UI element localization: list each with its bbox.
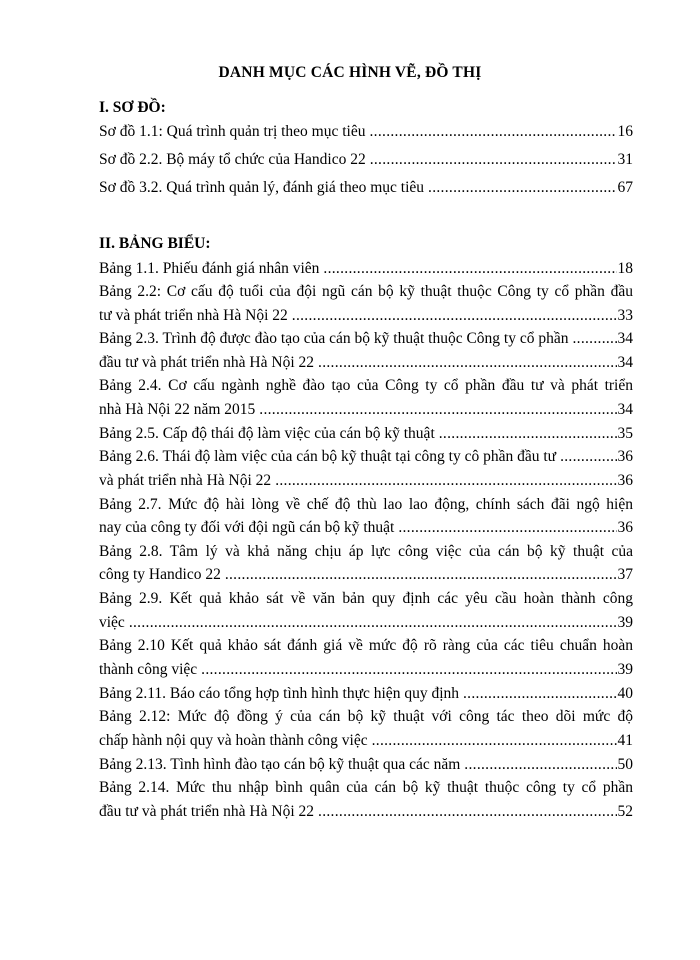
toc-entry-table-2-9-line2[interactable] <box>99 614 633 634</box>
toc-entry-table-2-10-line2[interactable] <box>99 661 633 681</box>
toc-entry-text: công ty Handico 22 <box>99 566 221 583</box>
toc-entry-table-2-2-line1[interactable]: Bảng 2.2: Cơ cấu độ tuổi của đội ngũ cán bộ kỹ thuật thuộc Công ty cổ phần đầu <box>99 283 633 300</box>
dot-leader <box>398 519 616 537</box>
section-heading-tables: II. BẢNG BIỂU: <box>99 235 211 252</box>
toc-entry-table-2-6-line1[interactable] <box>99 448 633 468</box>
page-title: DANH MỤC CÁC HÌNH VẼ, ĐỒ THỊ <box>218 64 482 81</box>
toc-page-number: 41 <box>617 732 633 749</box>
toc-entry-table-2-8-line1[interactable]: Bảng 2.8. Tâm lý và khả năng chịu áp lực công việc của cán bộ kỹ thuật của <box>99 543 633 560</box>
toc-entry-text: chấp hành nội quy và hoàn thành công việc <box>99 732 368 749</box>
toc-page-number: 39 <box>617 614 633 631</box>
toc-entry-text: đầu tư và phát triển nhà Hà Nội 22 <box>99 354 315 371</box>
toc-entry-text: Bảng 2.11. Báo cáo tổng hợp tình hình thực hiện quy định <box>99 685 459 702</box>
toc-page-number: 36 <box>617 472 633 489</box>
toc-page-number: 34 <box>617 354 633 371</box>
toc-page-number: 67 <box>617 179 633 196</box>
dot-leader <box>201 661 616 679</box>
dot-leader <box>129 614 617 632</box>
dot-leader <box>428 179 616 197</box>
toc-entry-text: nay của công ty đối với đội ngũ cán bộ kỹ thuật <box>99 519 395 536</box>
dot-leader <box>318 803 616 821</box>
toc-entry-text: nhà Hà Nội 22 năm 2015 <box>99 401 256 418</box>
toc-entry-text: Sơ đồ 3.2. Quá trình quản lý, đánh giá theo mục tiêu <box>99 179 425 196</box>
toc-entry-text: Sơ đồ 1.1: Quá trình quản trị theo mục tiêu <box>99 123 366 140</box>
toc-entry-table-2-6-line2[interactable] <box>99 472 633 492</box>
toc-entry-table-2-4-line1[interactable]: Bảng 2.4. Cơ cấu ngành nghề đào tạo của Công ty cổ phần đầu tư và phát triển <box>99 377 633 394</box>
toc-page-number: 36 <box>617 448 633 465</box>
toc-page-number: 31 <box>617 151 633 168</box>
toc-entry-text: Bảng 2.6. Thái độ làm việc của cán bộ kỹ thuật tại công ty cô phần đầu tư <box>99 448 557 465</box>
section-heading-diagrams: I. SƠ ĐỒ: <box>99 99 166 116</box>
toc-entry-text: Bảng 2.3. Trình độ được đào tạo của cán bộ kỹ thuật thuộc Công ty cổ phần <box>99 330 569 347</box>
dot-leader <box>439 425 617 443</box>
toc-entry-table-2-3-line1[interactable] <box>99 330 633 350</box>
toc-page-number: 39 <box>617 661 633 678</box>
toc-entry-diagram-2-2[interactable] <box>99 151 633 171</box>
toc-entry-table-2-9-line1[interactable]: Bảng 2.9. Kết quả khảo sát về văn bản quy định các yêu cầu hoàn thành công <box>99 590 633 607</box>
toc-entry-diagram-1-1[interactable] <box>99 123 633 143</box>
toc-entry-text: và phát triển nhà Hà Nội 22 <box>99 472 272 489</box>
toc-entry-table-2-11[interactable] <box>99 685 633 705</box>
toc-entry-text: Bảng 2.5. Cấp độ thái độ làm việc của cán bộ kỹ thuật <box>99 425 435 442</box>
toc-entry-table-2-2-line2[interactable] <box>99 307 633 327</box>
toc-entry-table-2-3-line2[interactable] <box>99 354 633 374</box>
toc-page-number: 34 <box>617 330 633 347</box>
dot-leader <box>323 260 616 278</box>
dot-leader <box>463 685 617 703</box>
toc-page-number: 16 <box>617 123 633 140</box>
toc-entry-table-2-5[interactable] <box>99 425 633 445</box>
dot-leader <box>225 566 617 584</box>
toc-entry-table-2-7-line1[interactable]: Bảng 2.7. Mức độ hài lòng về chế độ thù lao lao động, chính sách đãi ngộ hiện <box>99 496 633 513</box>
toc-entry-diagram-3-2[interactable] <box>99 179 633 199</box>
toc-page-number: 33 <box>617 307 633 324</box>
toc-entry-text: Bảng 2.13. Tình hình đào tạo cán bộ kỹ thuật qua các năm <box>99 756 461 773</box>
toc-page-number: 40 <box>617 685 633 702</box>
toc-entry-text: việc <box>99 614 125 631</box>
dot-leader <box>560 448 616 466</box>
dot-leader <box>292 307 617 325</box>
toc-entry-table-1-1[interactable] <box>99 260 633 280</box>
dot-leader <box>259 401 616 419</box>
toc-page-number: 18 <box>617 260 633 277</box>
toc-page-number: 50 <box>617 756 633 773</box>
toc-entry-table-2-8-line2[interactable] <box>99 566 633 586</box>
toc-page-number: 35 <box>617 425 633 442</box>
dot-leader <box>464 756 616 774</box>
toc-page-number: 34 <box>617 401 633 418</box>
toc-entry-text: Sơ đồ 2.2. Bộ máy tổ chức của Handico 22 <box>99 151 366 168</box>
dot-leader <box>370 123 617 141</box>
toc-entry-text: thành công việc <box>99 661 198 678</box>
toc-page-number: 36 <box>617 519 633 536</box>
toc-entry-text: Bảng 1.1. Phiếu đánh giá nhân viên <box>99 260 320 277</box>
toc-entry-table-2-4-line2[interactable] <box>99 401 633 421</box>
toc-entry-text: tư và phát triển nhà Hà Nội 22 <box>99 307 288 324</box>
toc-entry-table-2-13[interactable] <box>99 756 633 776</box>
toc-entry-table-2-7-line2[interactable] <box>99 519 633 539</box>
dot-leader <box>318 354 616 372</box>
toc-entry-table-2-12-line1[interactable]: Bảng 2.12: Mức độ đồng ý của cán bộ kỹ thuật với công tác theo dõi mức độ <box>99 708 633 725</box>
toc-entry-text: đầu tư và phát triển nhà Hà Nội 22 <box>99 803 315 820</box>
dot-leader <box>372 732 617 750</box>
dot-leader <box>370 151 617 169</box>
toc-entry-table-2-12-line2[interactable] <box>99 732 633 752</box>
toc-entry-table-2-10-line1[interactable]: Bảng 2.10 Kết quả khảo sát đánh giá về mức độ rõ ràng của các tiêu chuẩn hoàn <box>99 637 633 654</box>
dot-leader <box>572 330 616 348</box>
toc-page-number: 37 <box>617 566 633 583</box>
toc-entry-table-2-14-line2[interactable] <box>99 803 633 823</box>
toc-entry-table-2-14-line1[interactable]: Bảng 2.14. Mức thu nhập bình quân của cán bộ kỹ thuật thuộc công ty cổ phần <box>99 779 633 796</box>
toc-page-number: 52 <box>617 803 633 820</box>
dot-leader <box>275 472 616 490</box>
